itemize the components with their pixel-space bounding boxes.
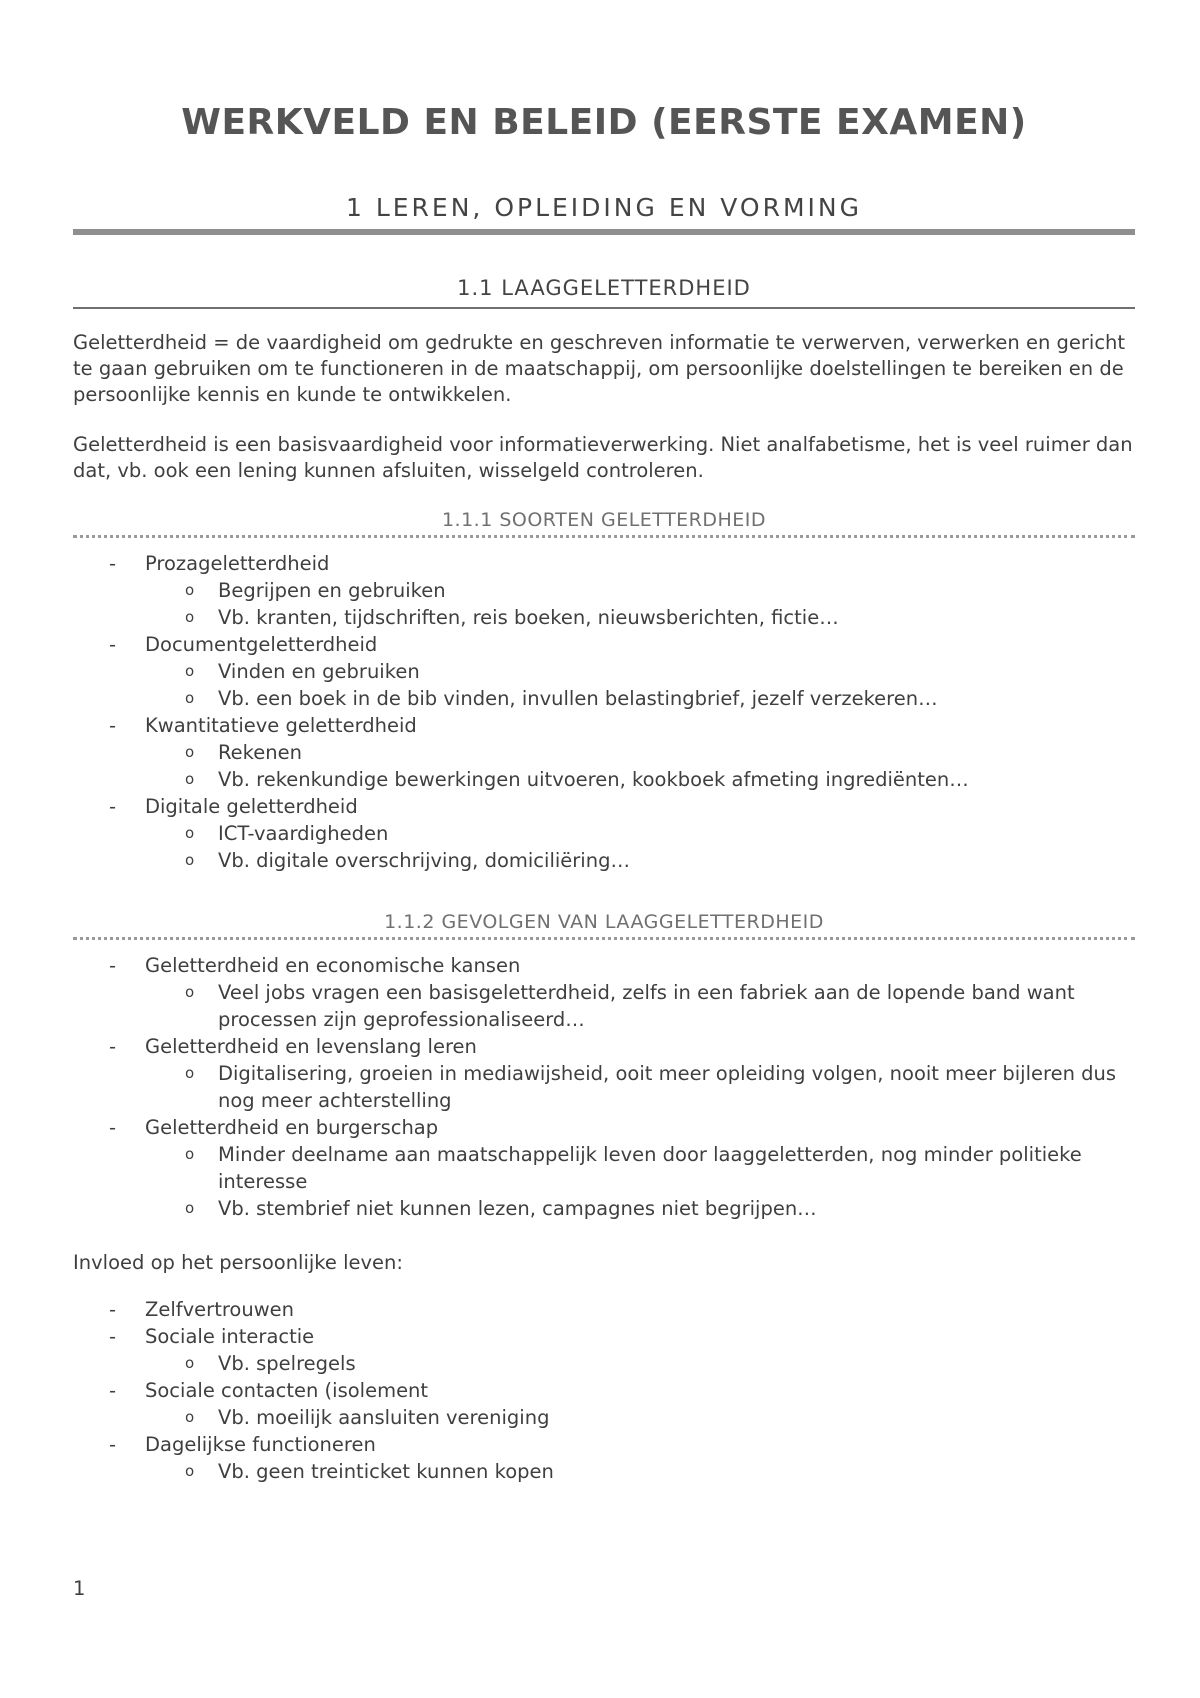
list-item: - Sociale interactie: [109, 1325, 315, 1348]
list-subitem: o Vb. moeilijk aansluiten vereniging: [185, 1406, 550, 1429]
dash-bullet: -: [109, 1035, 117, 1058]
dash-bullet: -: [109, 795, 117, 818]
list-subitem: o Vb. digitale overschrijving, domiciliëring…: [185, 849, 630, 872]
page-number: 1: [73, 1577, 86, 1600]
subsection-heading-gevolgen: 1.1.2 GEVOLGEN VAN LAAGGELETTERDHEID: [384, 911, 824, 933]
document-title: WERKVELD EN BELEID (EERSTE EXAMEN): [181, 102, 1027, 143]
circle-bullet: o: [185, 689, 195, 707]
list-subitem: o Vb. geen treinticket kunnen kopen: [185, 1460, 554, 1483]
list-subitem: o Vb. rekenkundige bewerkingen uitvoeren, kookboek afmeting ingrediënten…: [185, 768, 969, 791]
circle-bullet: o: [185, 662, 195, 680]
list-item: - Geletterdheid en levenslang leren: [109, 1035, 477, 1058]
list-item: - Kwantitatieve geletterdheid: [109, 714, 417, 737]
dash-bullet: -: [109, 714, 117, 737]
section-rule: [73, 307, 1135, 309]
dash-bullet: -: [109, 1298, 117, 1321]
influence-intro: Invloed op het persoonlijke leven:: [73, 1251, 403, 1274]
list-item: - Sociale contacten (isolement: [109, 1379, 429, 1402]
circle-bullet: o: [185, 1462, 195, 1480]
list-subitem: o Vinden en gebruiken: [185, 660, 420, 683]
list-subitem: o Digitalisering, groeien in mediawijsheid, ooit meer opleiding volgen, nooit meer bijleren dus nog meer achterstelling: [185, 1062, 1117, 1112]
circle-bullet: o: [185, 770, 195, 788]
list-item: - Zelfvertrouwen: [109, 1298, 295, 1321]
circle-bullet: o: [185, 983, 195, 1001]
circle-bullet: o: [185, 1064, 195, 1082]
circle-bullet: o: [185, 608, 195, 626]
circle-bullet: o: [185, 1199, 195, 1217]
list-item: - Geletterdheid en burgerschap: [109, 1116, 439, 1139]
definition-paragraph: Geletterdheid = de vaardigheid om gedrukte en geschreven informatie te verwerven, verwerken en gericht te gaan gebruiken om te functioneren in de maatschappij, om persoonlijke doelstellingen te bereiken en de persoonlijke kennis en kunde te ontwikkelen.: [73, 331, 1126, 406]
list-subitem: o ICT-vaardigheden: [185, 822, 389, 845]
dash-bullet: -: [109, 1116, 117, 1139]
literacy-types-list: [73, 550, 1135, 874]
subsection-heading-soorten: 1.1.1 SOORTEN GELETTERDHEID: [441, 509, 767, 531]
list-subitem: o Vb. spelregels: [185, 1352, 356, 1375]
list-item: - Dagelijkse functioneren: [109, 1433, 376, 1456]
circle-bullet: o: [185, 824, 195, 842]
circle-bullet: o: [185, 743, 195, 761]
dash-bullet: -: [109, 633, 117, 656]
dash-bullet: -: [109, 1433, 117, 1456]
circle-bullet: o: [185, 1354, 195, 1372]
dash-bullet: -: [109, 1325, 117, 1348]
circle-bullet: o: [185, 581, 195, 599]
chapter-heading: 1 LEREN, OPLEIDING EN VORMING: [345, 193, 862, 222]
influence-list: [73, 1296, 1135, 1485]
subsection-rule-gevolgen: [73, 937, 1135, 940]
section-heading: 1.1 LAAGGELETTERDHEID: [457, 276, 751, 300]
list-subitem: o Vb. stembrief niet kunnen lezen, campagnes niet begrijpen…: [185, 1197, 817, 1220]
dash-bullet: -: [109, 1379, 117, 1402]
basic-skill-paragraph: Geletterdheid is een basisvaardigheid voor informatieverwerking. Niet analfabetisme, het is veel ruimer dan dat, vb. ook een lening kunnen afsluiten, wisselgeld controleren.: [73, 433, 1133, 482]
list-subitem: o Veel jobs vragen een basisgeletterdheid, zelfs in een fabriek aan de lopende band want processen zijn geprofessionaliseerd…: [185, 981, 1075, 1031]
circle-bullet: o: [185, 1408, 195, 1426]
list-item: - Documentgeletterdheid: [109, 633, 378, 656]
chapter-rule: [73, 229, 1135, 235]
list-item: - Digitale geletterdheid: [109, 795, 358, 818]
list-item: - Prozageletterdheid: [109, 552, 330, 575]
circle-bullet: o: [185, 1145, 195, 1163]
list-subitem: o Vb. kranten, tijdschriften, reis boeken, nieuwsberichten, fictie…: [185, 606, 839, 629]
consequences-list: [73, 952, 1135, 1222]
subsection-rule-soorten: [73, 535, 1135, 538]
list-item: - Geletterdheid en economische kansen: [109, 954, 521, 977]
dash-bullet: -: [109, 954, 117, 977]
list-subitem: o Vb. een boek in de bib vinden, invullen belastingbrief, jezelf verzekeren…: [185, 687, 938, 710]
list-subitem: o Rekenen: [185, 741, 302, 764]
list-subitem: o Minder deelname aan maatschappelijk leven door laaggeletterden, nog minder politieke interesse: [185, 1143, 1082, 1193]
dash-bullet: -: [109, 552, 117, 575]
list-subitem: o Begrijpen en gebruiken: [185, 579, 446, 602]
circle-bullet: o: [185, 851, 195, 869]
